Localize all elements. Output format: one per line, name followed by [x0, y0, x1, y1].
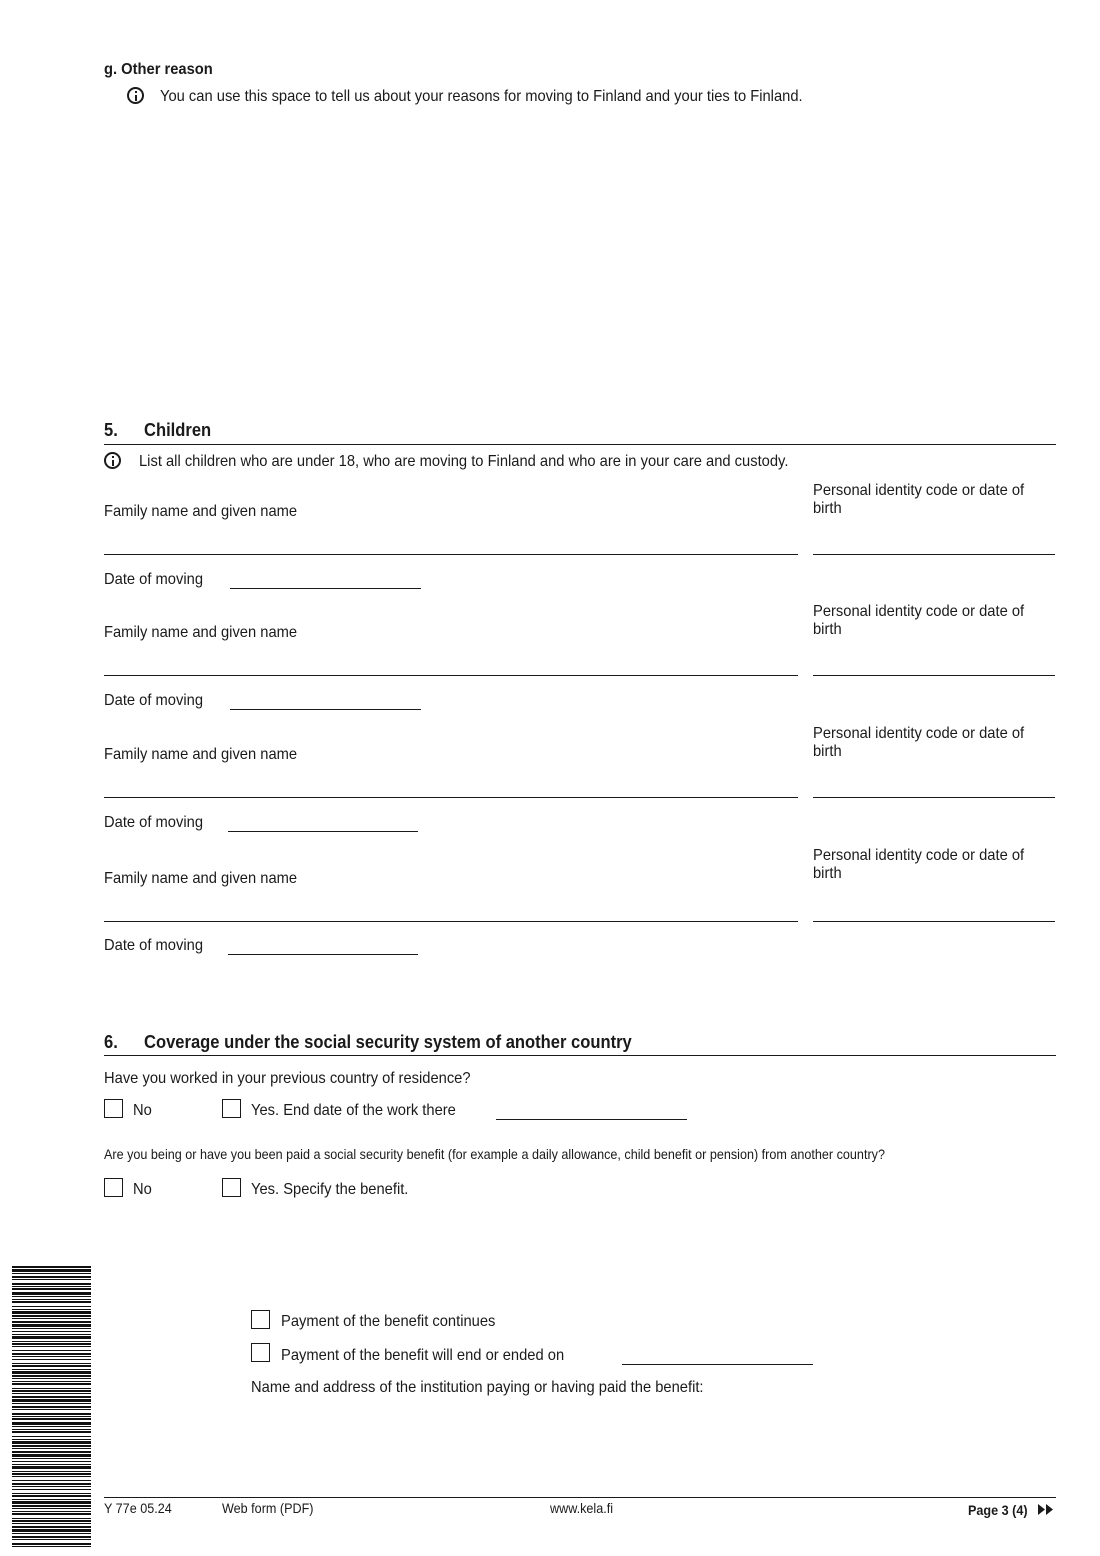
child-id-field[interactable]: [813, 645, 1055, 675]
child-name-line: [104, 675, 798, 676]
child-name-label: Family name and given name: [104, 624, 298, 641]
date-of-moving-line: [230, 709, 421, 710]
worked-yes-checkbox[interactable]: [222, 1099, 241, 1118]
work-end-date-field[interactable]: [496, 1097, 687, 1119]
child-name-label: Family name and given name: [104, 870, 298, 887]
info-icon: [104, 452, 121, 469]
child-id-label: Personal identity code or date of birth: [813, 482, 1025, 517]
date-of-moving-line: [230, 588, 421, 589]
date-of-moving-field[interactable]: [228, 932, 418, 954]
date-of-moving-label: Date of moving: [104, 937, 204, 954]
date-of-moving-field[interactable]: [228, 809, 418, 831]
other-reason-heading: g. Other reason: [104, 61, 213, 78]
date-of-moving-field[interactable]: [230, 566, 421, 588]
work-end-date-line: [496, 1119, 687, 1120]
child-name-field[interactable]: [104, 767, 798, 797]
date-of-moving-line: [228, 831, 418, 832]
child-name-line: [104, 797, 798, 798]
child-name-label: Family name and given name: [104, 746, 298, 763]
child-id-label: Personal identity code or date of birth: [813, 603, 1025, 638]
child-id-field[interactable]: [813, 524, 1055, 554]
child-id-line: [813, 675, 1055, 676]
benefit-end-date-field[interactable]: [622, 1342, 813, 1364]
info-icon: [127, 87, 144, 104]
page-number: Page 3 (4): [968, 1502, 1028, 1518]
child-id-line: [813, 921, 1055, 922]
child-name-field[interactable]: [104, 645, 798, 675]
other-reason-info: You can use this space to tell us about your reasons for moving to Finland and your ties to Finland.: [160, 88, 803, 105]
children-info: List all children who are under 18, who are moving to Finland and who are in your care and custody.: [139, 453, 789, 470]
child-id-line: [813, 554, 1055, 555]
benefit-ends-checkbox[interactable]: [251, 1343, 270, 1362]
date-of-moving-label: Date of moving: [104, 814, 204, 831]
date-of-moving-label: Date of moving: [104, 692, 204, 709]
worked-question: Have you worked in your previous country of residence?: [104, 1070, 471, 1087]
worked-yes-label: Yes. End date of the work there: [251, 1102, 456, 1119]
double-arrow-right-icon: [1038, 1504, 1054, 1515]
child-name-line: [104, 921, 798, 922]
child-id-line: [813, 797, 1055, 798]
section-6-title: Coverage under the social security system of another country: [144, 1032, 632, 1052]
benefit-no-checkbox[interactable]: [104, 1178, 123, 1197]
benefit-continues-label: Payment of the benefit continues: [281, 1313, 496, 1330]
date-of-moving-field[interactable]: [230, 687, 421, 709]
benefit-end-date-line: [622, 1364, 813, 1365]
child-id-label: Personal identity code or date of birth: [813, 847, 1025, 882]
footer-url[interactable]: www.kela.fi: [550, 1500, 614, 1516]
benefit-continues-checkbox[interactable]: [251, 1310, 270, 1329]
benefit-question: Are you being or have you been paid a social security benefit (for example a daily allowance, child benefit or pension) from another country?: [104, 1146, 885, 1162]
section-6-number: 6.: [104, 1032, 118, 1052]
benefit-specify-textarea[interactable]: [251, 1204, 1056, 1300]
barcode-icon: [12, 1266, 91, 1547]
child-name-field[interactable]: [104, 891, 798, 921]
benefit-yes-checkbox[interactable]: [222, 1178, 241, 1197]
benefit-yes-label: Yes. Specify the benefit.: [251, 1181, 409, 1198]
form-code: Y 77e 05.24: [104, 1500, 172, 1516]
child-id-label: Personal identity code or date of birth: [813, 725, 1025, 760]
footer-rule: [104, 1497, 1056, 1498]
benefit-no-label: No: [133, 1181, 152, 1198]
section-5-number: 5.: [104, 420, 118, 440]
benefit-ends-label: Payment of the benefit will end or ended on: [281, 1347, 565, 1364]
other-reason-textarea[interactable]: [104, 112, 1056, 402]
child-name-line: [104, 554, 798, 555]
institution-textarea[interactable]: [251, 1400, 1056, 1490]
worked-no-label: No: [133, 1102, 152, 1119]
child-name-label: Family name and given name: [104, 503, 298, 520]
child-name-field[interactable]: [104, 524, 798, 554]
section-6-rule: [104, 1055, 1056, 1056]
child-id-field[interactable]: [813, 891, 1055, 921]
date-of-moving-label: Date of moving: [104, 571, 204, 588]
institution-label: Name and address of the institution paying or having paid the benefit:: [251, 1379, 704, 1396]
worked-no-checkbox[interactable]: [104, 1099, 123, 1118]
child-id-field[interactable]: [813, 767, 1055, 797]
section-5-title: Children: [144, 420, 212, 440]
section-5-rule: [104, 444, 1056, 445]
form-type: Web form (PDF): [222, 1500, 314, 1516]
date-of-moving-line: [228, 954, 418, 955]
